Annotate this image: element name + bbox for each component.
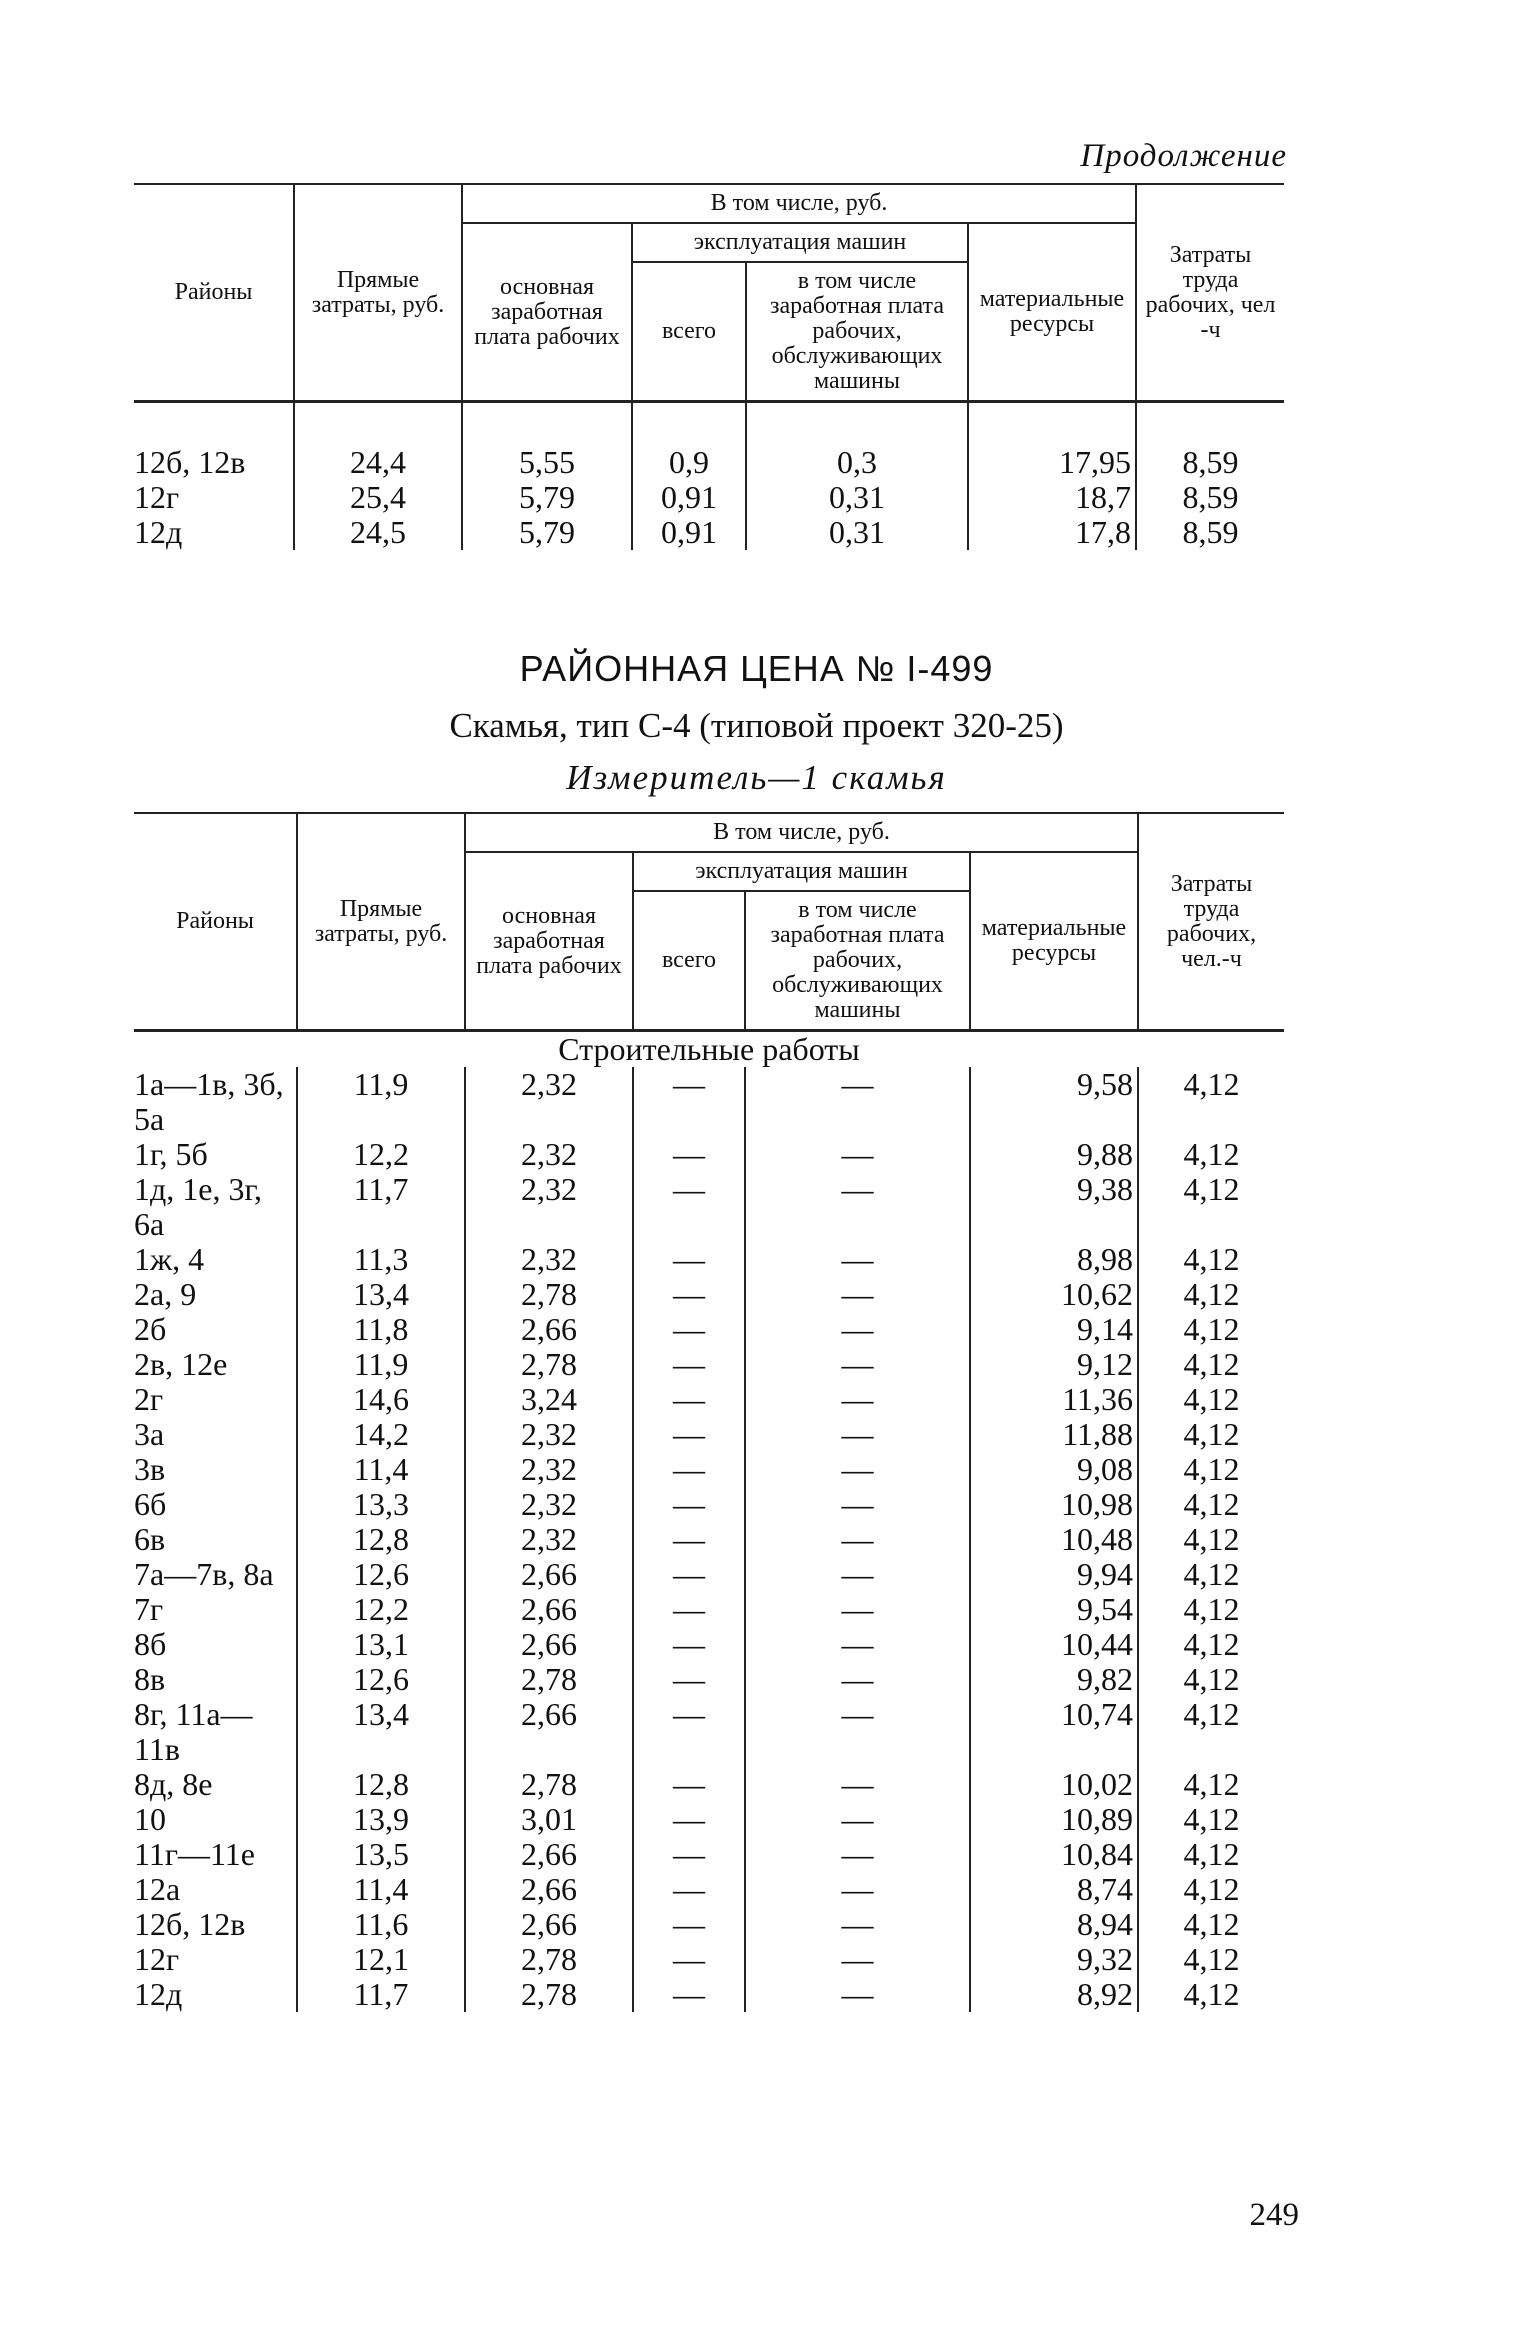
cell-machine-total: — [633,1802,745,1837]
cell-materials: 11,36 [970,1382,1138,1417]
cell-machine-wages: — [745,1592,970,1627]
price-table-bench [134,812,1284,2012]
cell-machine-wages: 0,3 [746,445,968,480]
cell-base-wages: 3,24 [465,1382,633,1417]
cell-region: 3а [134,1416,165,1452]
cell-region: 12б, 12в [134,444,246,480]
cell-region: 12д [134,1976,183,2012]
cell-labor: 4,12 [1138,1277,1284,1312]
price-table-continued [134,183,1284,550]
header-direct-costs: Прямые затраты, руб. [297,813,465,1031]
cell-materials: 10,84 [970,1837,1138,1872]
cell-machine-total: — [633,1382,745,1417]
cell-materials: 9,14 [970,1312,1138,1347]
cell-materials: 9,32 [970,1942,1138,1977]
cell-region: 2г [134,1381,164,1417]
cell-machine-total: — [633,1557,745,1592]
cell-labor: 4,12 [1138,1627,1284,1662]
cell-region: 8б [134,1626,167,1662]
cell-direct-costs: 11,4 [297,1872,465,1907]
cell-machine-wages: — [745,1312,970,1347]
cell-machine-wages: — [745,1522,970,1557]
cell-region: 2в, 12е [134,1346,228,1382]
cell-direct-costs: 12,8 [297,1767,465,1802]
cell-machine-total: — [633,1312,745,1347]
cell-region: 1ж, 4 [134,1241,205,1277]
cell-machine-total: 0,91 [632,515,746,550]
header-materials: материальные ресурсы [968,223,1136,402]
cell-direct-costs: 13,9 [297,1802,465,1837]
cell-machine-wages: 0,31 [746,515,968,550]
cell-direct-costs: 12,1 [297,1942,465,1977]
cell-materials: 10,44 [970,1627,1138,1662]
cell-labor: 4,12 [1138,1662,1284,1697]
header-direct-costs: Прямые затраты, руб. [294,184,462,402]
cell-labor: 4,12 [1138,1172,1284,1242]
cell-direct-costs: 11,9 [297,1067,465,1137]
cell-machine-wages: — [745,1557,970,1592]
cell-machine-wages: — [745,1627,970,1662]
cell-region: 10 [134,1801,166,1837]
cell-machine-wages: — [745,1242,970,1277]
cell-direct-costs: 12,8 [297,1522,465,1557]
cell-machine-wages: — [745,1942,970,1977]
header-machine-wages: в том числе заработная плата рабочих, обслуживающих машины [745,891,970,1031]
cell-region: 1а—1в, 3б, 5а [134,1066,284,1137]
cell-region: 1г, 5б [134,1136,208,1172]
cell-labor: 8,59 [1136,515,1284,550]
cell-labor: 4,12 [1138,1522,1284,1557]
table-row [134,1907,1284,1942]
cell-direct-costs: 11,9 [297,1347,465,1382]
cell-base-wages: 5,79 [462,480,632,515]
cell-machine-total: — [633,1172,745,1242]
cell-machine-wages: — [745,1872,970,1907]
cell-direct-costs: 12,2 [297,1592,465,1627]
table-row [134,1137,1284,1172]
cell-base-wages: 2,66 [465,1627,633,1662]
cell-machine-total: — [633,1592,745,1627]
cell-direct-costs: 11,7 [297,1977,465,2012]
table-row [134,1487,1284,1522]
cell-materials: 9,54 [970,1592,1138,1627]
table-row [134,1592,1284,1627]
header-region: Районы [134,184,294,402]
cell-machine-total: 0,91 [632,480,746,515]
cell-base-wages: 2,66 [465,1697,633,1767]
cell-labor: 4,12 [1138,1067,1284,1137]
table-row [134,1627,1284,1662]
cell-machine-wages: — [745,1767,970,1802]
cell-region: 8г, 11а—11в [134,1696,253,1767]
header-materials: материальные ресурсы [970,852,1138,1031]
cell-base-wages: 2,66 [465,1907,633,1942]
cell-direct-costs: 24,4 [294,445,462,480]
cell-materials: 10,98 [970,1487,1138,1522]
header-machine-operation: эксплуатация машин [633,852,970,891]
header-machine-total: всего [632,262,746,402]
cell-machine-total: — [633,1487,745,1522]
cell-direct-costs: 14,6 [297,1382,465,1417]
cell-materials: 8,74 [970,1872,1138,1907]
cell-machine-wages: — [745,1662,970,1697]
table-row [134,515,1284,550]
cell-machine-total: — [633,1977,745,2012]
table-row [134,480,1284,515]
table-row [134,1452,1284,1487]
cell-materials: 10,02 [970,1767,1138,1802]
cell-machine-wages: — [745,1802,970,1837]
cell-materials: 9,12 [970,1347,1138,1382]
table-row [134,1277,1284,1312]
cell-materials: 9,38 [970,1172,1138,1242]
cell-region: 8в [134,1661,166,1697]
table-row [134,1767,1284,1802]
cell-machine-wages: — [745,1347,970,1382]
cell-labor: 8,59 [1136,445,1284,480]
district-price-title: РАЙОННАЯ ЦЕНА № I-499 [519,648,994,689]
header-including: В том числе, руб. [465,813,1138,852]
table-row [134,1242,1284,1277]
cell-materials: 10,48 [970,1522,1138,1557]
cell-region: 12б, 12в [134,1906,246,1942]
cell-machine-wages: — [745,1277,970,1312]
cell-direct-costs: 14,2 [297,1417,465,1452]
cell-machine-wages: — [745,1452,970,1487]
cell-materials: 10,62 [970,1277,1138,1312]
cell-labor: 4,12 [1138,1347,1284,1382]
cell-direct-costs: 25,4 [294,480,462,515]
cell-labor: 4,12 [1138,1592,1284,1627]
cell-direct-costs: 13,4 [297,1697,465,1767]
cell-base-wages: 2,32 [465,1522,633,1557]
cell-machine-total: — [633,1452,745,1487]
cell-direct-costs: 11,8 [297,1312,465,1347]
cell-base-wages: 2,32 [465,1137,633,1172]
cell-materials: 17,8 [968,515,1136,550]
cell-base-wages: 2,32 [465,1067,633,1137]
cell-direct-costs: 13,1 [297,1627,465,1662]
cell-machine-wages: — [745,1907,970,1942]
cell-machine-total: — [633,1872,745,1907]
cell-materials: 10,74 [970,1697,1138,1767]
header-machine-operation: эксплуатация машин [632,223,968,262]
table-row [134,1837,1284,1872]
cell-machine-total: — [633,1662,745,1697]
table-row [134,1662,1284,1697]
cell-machine-wages: — [745,1137,970,1172]
cell-labor: 4,12 [1138,1487,1284,1522]
cell-base-wages: 2,32 [465,1242,633,1277]
cell-machine-wages: — [745,1417,970,1452]
table-row [134,1802,1284,1837]
cell-materials: 18,7 [968,480,1136,515]
cell-machine-wages: — [745,1977,970,2012]
header-base-wages: основная заработная плата рабочих [462,223,632,402]
cell-materials: 11,88 [970,1417,1138,1452]
cell-base-wages: 2,78 [465,1977,633,2012]
cell-machine-total: 0,9 [632,445,746,480]
cell-base-wages: 2,32 [465,1452,633,1487]
cell-materials: 8,92 [970,1977,1138,2012]
header-base-wages: основная заработная плата рабочих [465,852,633,1031]
cell-direct-costs: 11,4 [297,1452,465,1487]
cell-labor: 4,12 [1138,1382,1284,1417]
cell-labor: 4,12 [1138,1557,1284,1592]
cell-base-wages: 2,32 [465,1487,633,1522]
table-row [134,1872,1284,1907]
header-region: Районы [134,813,297,1031]
cell-base-wages: 2,78 [465,1942,633,1977]
cell-region: 12д [134,514,183,550]
cell-labor: 8,59 [1136,480,1284,515]
cell-materials: 8,98 [970,1242,1138,1277]
cell-base-wages: 2,66 [465,1837,633,1872]
cell-machine-total: — [633,1522,745,1557]
cell-machine-total: — [633,1697,745,1767]
cell-region: 3в [134,1451,166,1487]
cell-base-wages: 2,32 [465,1417,633,1452]
header-machine-total: всего [633,891,745,1031]
cell-machine-wages: — [745,1697,970,1767]
cell-materials: 17,95 [968,445,1136,480]
table-row [134,1382,1284,1417]
cell-labor: 4,12 [1138,1452,1284,1487]
table-row [134,1312,1284,1347]
continued-label: Продолжение [1080,138,1287,174]
header-machine-wages: в том числе заработная плата рабочих, обслуживающих машины [746,262,968,402]
cell-machine-total: — [633,1837,745,1872]
cell-direct-costs: 12,6 [297,1557,465,1592]
cell-materials: 9,58 [970,1067,1138,1137]
cell-materials: 8,94 [970,1907,1138,1942]
cell-region: 1д, 1е, 3г, 6а [134,1171,262,1242]
cell-base-wages: 2,78 [465,1277,633,1312]
cell-machine-total: — [633,1137,745,1172]
measurement-unit: Измеритель—1 скамья [566,758,947,797]
cell-machine-total: — [633,1417,745,1452]
cell-machine-total: — [633,1242,745,1277]
header-labor: Затраты труда рабочих, чел -ч [1136,184,1284,402]
cell-machine-total: — [633,1907,745,1942]
cell-labor: 4,12 [1138,1837,1284,1872]
cell-base-wages: 2,66 [465,1592,633,1627]
cell-region: 2б [134,1311,167,1347]
cell-machine-total: — [633,1277,745,1312]
table-row [134,445,1284,480]
cell-base-wages: 2,78 [465,1767,633,1802]
cell-base-wages: 5,55 [462,445,632,480]
cell-base-wages: 2,78 [465,1662,633,1697]
cell-base-wages: 2,66 [465,1872,633,1907]
cell-base-wages: 5,79 [462,515,632,550]
cell-region: 11г—11е [134,1836,255,1872]
cell-machine-total: — [633,1347,745,1382]
table-row [134,1942,1284,1977]
table-row [134,1347,1284,1382]
cell-direct-costs: 24,5 [294,515,462,550]
cell-machine-total: — [633,1627,745,1662]
item-subtitle: Скамья, тип С-4 (типовой проект 320-25) [449,706,1064,745]
cell-region: 2а, 9 [134,1276,197,1312]
cell-base-wages: 2,32 [465,1172,633,1242]
cell-region: 8д, 8е [134,1766,213,1802]
cell-region: 6б [134,1486,167,1522]
cell-base-wages: 2,66 [465,1312,633,1347]
table1-body [134,445,1284,550]
cell-direct-costs: 11,7 [297,1172,465,1242]
cell-materials: 9,82 [970,1662,1138,1697]
table-row [134,1977,1284,2012]
cell-labor: 4,12 [1138,1977,1284,2012]
cell-direct-costs: 13,5 [297,1837,465,1872]
cell-direct-costs: 12,6 [297,1662,465,1697]
header-labor: Затраты труда рабочих, чел.-ч [1138,813,1284,1031]
cell-materials: 10,89 [970,1802,1138,1837]
table-row [134,1172,1284,1242]
cell-direct-costs: 13,3 [297,1487,465,1522]
cell-machine-wages: — [745,1837,970,1872]
cell-direct-costs: 13,4 [297,1277,465,1312]
cell-labor: 4,12 [1138,1697,1284,1767]
cell-machine-wages: 0,31 [746,480,968,515]
cell-labor: 4,12 [1138,1137,1284,1172]
cell-direct-costs: 11,6 [297,1907,465,1942]
table-row [134,1557,1284,1592]
cell-labor: 4,12 [1138,1242,1284,1277]
cell-labor: 4,12 [1138,1312,1284,1347]
cell-labor: 4,12 [1138,1942,1284,1977]
cell-machine-total: — [633,1767,745,1802]
cell-region: 12г [134,479,180,515]
cell-materials: 9,88 [970,1137,1138,1172]
cell-region: 6в [134,1521,166,1557]
cell-labor: 4,12 [1138,1872,1284,1907]
cell-region: 12а [134,1871,181,1907]
cell-machine-wages: — [745,1487,970,1522]
cell-materials: 9,08 [970,1452,1138,1487]
cell-base-wages: 2,78 [465,1347,633,1382]
cell-base-wages: 3,01 [465,1802,633,1837]
table-row [134,1417,1284,1452]
cell-direct-costs: 11,3 [297,1242,465,1277]
cell-region: 12г [134,1941,180,1977]
cell-machine-total: — [633,1067,745,1137]
cell-machine-total: — [633,1942,745,1977]
cell-base-wages: 2,66 [465,1557,633,1592]
table-row [134,1697,1284,1767]
table-row [134,1522,1284,1557]
cell-labor: 4,12 [1138,1802,1284,1837]
cell-labor: 4,12 [1138,1767,1284,1802]
cell-labor: 4,12 [1138,1907,1284,1942]
cell-region: 7г [134,1591,164,1627]
cell-labor: 4,12 [1138,1417,1284,1452]
table-row [134,1067,1284,1137]
cell-direct-costs: 12,2 [297,1137,465,1172]
table2-body [134,1067,1284,2012]
cell-materials: 9,94 [970,1557,1138,1592]
header-including: В том числе, руб. [462,184,1136,223]
cell-region: 7а—7в, 8а [134,1556,274,1592]
cell-machine-wages: — [745,1172,970,1242]
cell-machine-wages: — [745,1067,970,1137]
page-number: 249 [1249,2197,1299,2233]
section-construction-works: Строительные работы [558,1031,860,1067]
cell-machine-wages: — [745,1382,970,1417]
